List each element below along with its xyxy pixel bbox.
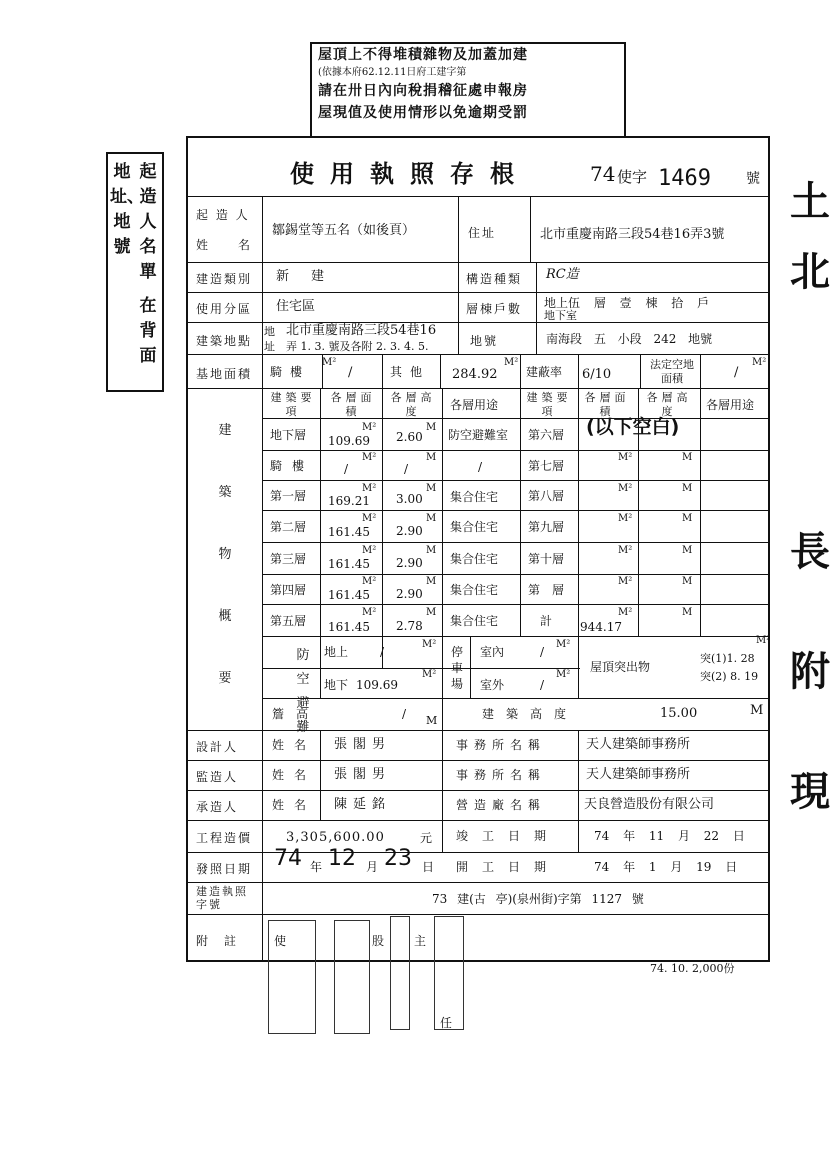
row-item-right: 第七層 (528, 459, 565, 473)
cost-value: 3,305,600.00 (286, 830, 385, 845)
issue-day-unit: 日 (422, 860, 435, 874)
floors-value: 地上伍 層 壹 棟 拾 戶 (544, 296, 710, 310)
stamp-line-4: 屋現值及使用情形以免逾期受罰 (318, 105, 528, 121)
shelter-label: 防空避難 (296, 648, 310, 735)
side-stamp-col-right: 起造人名單 (139, 162, 157, 282)
issue-month: 12 (328, 846, 356, 871)
official-seal-4 (434, 916, 464, 1030)
address-value: 北市重慶南路三段54巷16弄3號 (540, 227, 725, 242)
m-unit: M (426, 607, 437, 618)
m2-unit: M² (756, 635, 771, 646)
row-item: 第一層 (270, 489, 307, 503)
supervisor-office: 天人建築師事務所 (586, 767, 691, 782)
m2-unit: M² (362, 513, 377, 524)
rule (578, 354, 579, 388)
row-area: 161.45 (328, 620, 370, 634)
serial-number: 1469 (658, 166, 711, 191)
row-height: / (404, 462, 409, 476)
summary-side-label: 建築物概要 (218, 423, 232, 686)
start-label: 開工日期 (456, 860, 561, 874)
parking-in: 室內 (480, 645, 505, 659)
serial-suffix: 號 (746, 171, 760, 187)
official-seal-2 (334, 920, 370, 1034)
rule (700, 388, 701, 636)
m-unit: M (682, 576, 693, 587)
rule (382, 354, 383, 388)
base-area-label: 基地面積 (196, 367, 253, 381)
m2-unit: M² (618, 483, 633, 494)
supervisor-label: 監造人 (196, 770, 239, 784)
build-type-value: 新建 (276, 269, 347, 284)
col-item-header: 建築要項 (270, 391, 316, 418)
edge-mark-4: 附 (790, 648, 830, 695)
m-unit: M (426, 545, 437, 556)
row-use: 集合住宅 (450, 552, 499, 566)
stamp-line-2: (依據本府62.12.11日府工建字第 (318, 67, 467, 78)
lot-value: 南海段 五 小段 242 地號 (546, 332, 713, 346)
rule (262, 636, 769, 637)
row-height: 2.90 (396, 587, 423, 601)
designer-name: 張閣男 (334, 737, 392, 752)
row-area: 161.45 (328, 557, 370, 571)
floors-basement: 地下室 (544, 309, 577, 322)
seal-char: 使 (274, 934, 287, 948)
rule (262, 510, 769, 511)
row-item-right: 第九層 (528, 520, 565, 534)
row-height: 2.90 (396, 524, 423, 538)
col-height-header-2: 各層高度 (646, 391, 692, 418)
m2-unit: M² (362, 607, 377, 618)
rule (262, 196, 263, 962)
seal-char: 任 (440, 1016, 453, 1030)
row-use: / (478, 460, 483, 474)
row-area: 109.69 (328, 434, 370, 448)
lot-label: 地號 (470, 334, 499, 348)
form-print-info: 74. 10. 2,000份 (650, 962, 735, 975)
start-value: 74 年 1 月 19 日 (594, 860, 738, 874)
finish-label: 竣工日期 (456, 829, 561, 843)
rule (442, 388, 443, 730)
m2-unit: M² (618, 576, 633, 587)
m-unit: M (682, 545, 693, 556)
stamp-line-3: 請在卅日內向稅捐稽征處申報房 (318, 83, 528, 99)
col-item-header-2: 建築要項 (526, 391, 572, 418)
official-seal-3 (390, 916, 410, 1030)
side-stamp-col-mid: 在背面 (139, 296, 157, 366)
rule (187, 262, 769, 263)
m2-unit: M² (504, 357, 519, 368)
col-area-header: 各層面積 (330, 391, 376, 418)
row-item: 地下層 (270, 428, 307, 442)
row-item: 第三層 (270, 552, 307, 566)
rule (320, 388, 321, 698)
rule (187, 292, 769, 293)
rule (578, 388, 579, 698)
build-type-label: 建造類別 (196, 272, 253, 286)
top-notice-stamp (310, 42, 626, 138)
shelter-above: 地上 (324, 645, 349, 659)
rule (262, 698, 769, 699)
roof-value-1: 突(1)1. 28 (700, 652, 755, 665)
side-stamp-col-left: 地址、地號 (110, 162, 144, 257)
rule (262, 450, 769, 451)
parking-label: 停車場 (450, 645, 463, 691)
rule (530, 196, 531, 262)
row-use: 防空避難室 (448, 428, 509, 442)
rule (262, 604, 769, 605)
row-area: 161.45 (328, 525, 370, 539)
eave-label: 簷高 (272, 707, 321, 721)
rule (442, 730, 443, 852)
m-unit: M (682, 607, 693, 618)
eave-value: / (402, 707, 407, 721)
applicant-label: 起 造 人 (196, 208, 250, 222)
row-item: 騎樓 (270, 459, 315, 473)
parking-out-value: / (540, 678, 545, 692)
cost-unit: 元 (420, 831, 433, 845)
ratio-value: 6/10 (582, 367, 612, 382)
m-unit: M (426, 576, 437, 587)
issue-label: 發照日期 (196, 862, 253, 876)
rule (187, 354, 769, 355)
m2-unit: M² (422, 639, 437, 650)
issue-year: 74 (274, 846, 302, 871)
supervisor-office-label: 事務所名稱 (456, 768, 547, 782)
seal-char: 主 (414, 934, 427, 948)
issue-month-unit: 月 (366, 860, 379, 874)
rule (187, 322, 769, 323)
rule (520, 354, 521, 388)
m-unit: M (750, 703, 764, 718)
contractor-company: 天良營造股份有限公司 (584, 797, 715, 812)
supervisor-name-label: 姓名 (272, 768, 317, 782)
row-item: 第五層 (270, 614, 307, 628)
ratio-label: 建蔽率 (526, 365, 563, 379)
m2-unit: M² (422, 669, 437, 680)
other-label: 其他 (390, 365, 431, 379)
m2-unit: M² (618, 545, 633, 556)
edge-mark-3: 長 (790, 528, 830, 575)
rule (320, 730, 321, 820)
rule (187, 882, 769, 883)
m2-unit: M² (556, 639, 571, 650)
row-use: 集合住宅 (450, 490, 499, 504)
row-item-right: 第六層 (528, 428, 565, 442)
height-label: 建築高度 (482, 707, 579, 721)
row-area: 161.45 (328, 588, 370, 602)
rule (187, 760, 769, 761)
issue-day: 23 (384, 846, 412, 871)
site-value-1: 北市重慶南路三段54巷16 (286, 323, 437, 338)
designer-label: 設計人 (196, 740, 239, 754)
designer-office-label: 事務所名稱 (456, 738, 547, 752)
row-item-right: 計 (540, 614, 553, 628)
m2-unit: M² (322, 357, 337, 368)
row-use: 集合住宅 (450, 614, 499, 628)
m-unit: M (426, 422, 437, 433)
parking-out: 室外 (480, 678, 505, 692)
row-use: 集合住宅 (450, 520, 499, 534)
rule (700, 354, 701, 388)
finish-value: 74 年 11 月 22 日 (594, 829, 745, 843)
height-value: 15.00 (660, 706, 698, 721)
stamp-line-1: 屋頂上不得堆積雜物及加蓋加建 (318, 47, 528, 63)
m2-unit: M² (618, 452, 633, 463)
m2-unit: M² (752, 357, 767, 368)
row-item-right: 第十層 (528, 552, 565, 566)
site-value-2: 弄 1. 3. 號及各附 2. 3. 4. 5. (286, 340, 429, 353)
row-use: 集合住宅 (450, 583, 499, 597)
rule (262, 574, 769, 575)
m2-unit: M² (362, 545, 377, 556)
form-title: 使用執照存根 (290, 159, 530, 188)
row-item-right: 第八層 (528, 489, 565, 503)
applicant-label-2: 姓 名 (196, 238, 253, 252)
rule (187, 820, 769, 821)
site-sub-1: 地 (264, 325, 275, 338)
m2-unit: M² (362, 483, 377, 494)
rule (262, 480, 769, 481)
rule (578, 730, 579, 852)
m-unit: M (682, 483, 693, 494)
rule (187, 914, 769, 915)
rule (440, 354, 441, 388)
rule (187, 730, 769, 731)
rule (187, 388, 769, 389)
rule (536, 262, 537, 354)
row-height: 3.00 (396, 492, 423, 506)
serial-year: 74 (590, 162, 616, 186)
contractor-company-label: 營造廠名稱 (456, 798, 547, 812)
rule (458, 262, 459, 354)
cost-label: 工程造價 (196, 831, 253, 845)
rule (262, 542, 769, 543)
open-area-label: 法定空地面積 (650, 358, 694, 385)
permit-label: 建造執照字號 (196, 885, 248, 911)
arcade-value: / (348, 365, 353, 380)
col-use-header-2: 各層用途 (706, 398, 755, 412)
m2-unit: M² (618, 513, 633, 524)
designer-office: 天人建築師事務所 (586, 737, 691, 752)
row-height: 2.78 (396, 619, 423, 633)
shelter-below-value: 109.69 (356, 678, 398, 692)
structure-value: RC造 (546, 267, 579, 282)
rule (458, 196, 459, 262)
m-unit: M (426, 452, 437, 463)
row-height: 2.90 (396, 556, 423, 570)
blank-note: (以下空白) (586, 416, 680, 438)
rule (187, 790, 769, 791)
edge-mark-1: 土 (790, 178, 830, 225)
m2-unit: M² (556, 669, 571, 680)
rule (382, 388, 383, 668)
row-height: 2.60 (396, 430, 423, 444)
m-unit: M (426, 483, 437, 494)
total-area: 944.17 (580, 620, 622, 634)
edge-mark-5: 現 (790, 768, 830, 815)
contractor-name-label: 姓名 (272, 798, 317, 812)
shelter-below: 地下 (324, 678, 349, 692)
contractor-name: 陳延銘 (334, 797, 392, 812)
m-unit: M (426, 714, 438, 727)
designer-name-label: 姓名 (272, 738, 317, 752)
shelter-above-value: / (380, 645, 385, 659)
row-area: 169.21 (328, 494, 370, 508)
rule (470, 636, 471, 698)
use-zone-value: 住宅區 (276, 299, 316, 314)
row-item-right: 第 層 (528, 583, 565, 597)
supervisor-name: 張閣男 (334, 767, 392, 782)
roof-label: 屋頂突出物 (590, 660, 651, 674)
contractor-label: 承造人 (196, 800, 239, 814)
col-height-header: 各層高度 (390, 391, 436, 418)
site-sub-2: 址 (264, 340, 275, 353)
m2-unit: M² (618, 607, 633, 618)
m-unit: M (426, 513, 437, 524)
permit-value: 73 建(古 亭)(泉州街)字第 1127 號 (432, 892, 644, 906)
m2-unit: M² (362, 452, 377, 463)
rule (520, 388, 521, 636)
arcade-label: 騎樓 (270, 365, 311, 379)
m2-unit: M² (362, 576, 377, 587)
edge-mark-2: 北 (790, 248, 830, 295)
rule (640, 354, 641, 388)
use-zone-label: 使用分區 (196, 302, 253, 316)
side-stamp (106, 152, 164, 392)
applicant-value: 鄒錫堂等五名（如後頁） (272, 223, 416, 238)
note-label: 附註 (196, 934, 253, 948)
floors-label: 層棟戶數 (466, 302, 523, 316)
row-area: / (344, 462, 349, 476)
issue-year-unit: 年 (310, 860, 323, 874)
row-item: 第二層 (270, 520, 307, 534)
site-label: 建築地點 (196, 334, 253, 348)
rule (187, 196, 769, 197)
parking-in-value: / (540, 645, 545, 659)
m-unit: M (682, 513, 693, 524)
address-label: 住址 (468, 226, 497, 240)
m-unit: M (682, 452, 693, 463)
serial-type: 使字 (617, 168, 648, 186)
other-value: 284.92 (452, 367, 498, 382)
row-item: 第四層 (270, 583, 307, 597)
structure-label: 構造種類 (466, 272, 523, 286)
roof-value-2: 突(2) 8. 19 (700, 670, 759, 683)
open-area-value: / (734, 365, 739, 380)
seal-char: 股 (372, 934, 385, 948)
col-use-header: 各層用途 (450, 398, 499, 412)
col-area-header-2: 各層面積 (584, 391, 630, 418)
m2-unit: M² (362, 422, 377, 433)
rule (262, 668, 442, 669)
